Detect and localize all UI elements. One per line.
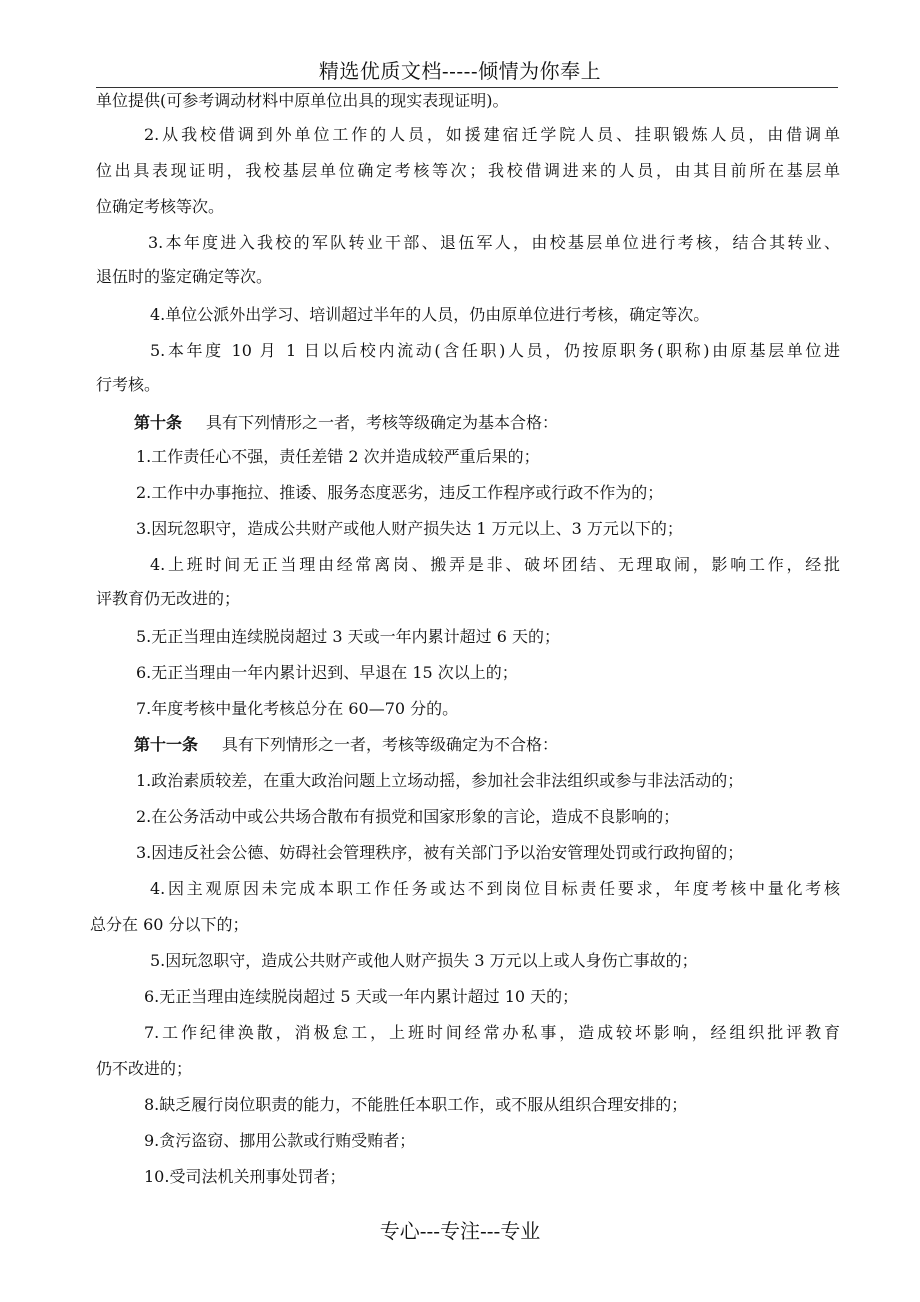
list-item: 7.年度考核中量化考核总分在 60—70 分的。: [136, 699, 459, 718]
list-item-continuation: 总分在 60 分以下的；: [90, 915, 249, 934]
list-item: 5.因玩忽职守，造成公共财产或他人财产损失 3 万元以上或人身伤亡事故的；: [150, 951, 698, 970]
list-item-continuation: 评教育仍无改进的；: [96, 589, 241, 608]
list-item: 2.工作中办事拖拉、推诿、服务态度恶劣，违反工作程序或行政不作为的；: [136, 483, 664, 502]
list-item: 4.上班时间无正当理由经常离岗、搬弄是非、破坏团结、无理取闹，影响工作，经批: [150, 555, 840, 574]
paragraph-line: 退伍时的鉴定确定等次。: [96, 267, 273, 286]
list-item: 3.因违反社会公德、妨碍社会管理秩序，被有关部门予以治安管理处罚或行政拘留的；: [136, 843, 744, 862]
list-item-continuation: 仍不改进的；: [96, 1059, 193, 1078]
article-10-title: 第十条: [134, 413, 183, 432]
list-item: 2.在公务活动中或公共场合散布有损党和国家形象的言论，造成不良影响的；: [136, 807, 680, 826]
article-11-heading: [134, 730, 840, 760]
article-10-heading: [134, 408, 840, 438]
paragraph-line: 单位提供(可参考调动材料中原单位出具的现实表现证明)。: [96, 91, 509, 110]
list-item: 8.缺乏履行岗位职责的能力，不能胜任本职工作，或不服从组织合理安排的；: [144, 1095, 688, 1114]
paragraph-line: 位确定考核等次。: [96, 197, 225, 216]
list-item: 9.贪污盗窃、挪用公款或行贿受贿者；: [144, 1131, 416, 1150]
article-10-text: 具有下列情形之一者，考核等级确定为基本合格：: [206, 413, 559, 432]
list-item: 4.因主观原因未完成本职工作任务或达不到岗位目标责任要求，年度考核中量化考核: [150, 879, 840, 898]
article-11-text: 具有下列情形之一者，考核等级确定为不合格：: [222, 735, 559, 754]
list-item: 1.政治素质较差，在重大政治问题上立场动摇，参加社会非法组织或参与非法活动的；: [136, 771, 744, 790]
paragraph-line: 3.本年度进入我校的军队转业干部、退伍军人，由校基层单位进行考核，结合其转业、: [148, 233, 840, 252]
list-item: 5.无正当理由连续脱岗超过 3 天或一年内累计超过 6 天的；: [136, 627, 560, 646]
list-item: 7.工作纪律涣散，消极怠工，上班时间经常办私事，造成较坏影响，经组织批评教育: [144, 1023, 840, 1042]
list-item: 3.因玩忽职守，造成公共财产或他人财产损失达 1 万元以上、3 万元以下的；: [136, 519, 683, 538]
paragraph-line: 5.本年度 10 月 1 日以后校内流动(含任职)人员，仍按原职务(职称)由原基层单位进: [150, 341, 840, 360]
paragraph-line: 行考核。: [96, 375, 161, 394]
list-item: 6.无正当理由连续脱岗超过 5 天或一年内累计超过 10 天的；: [144, 987, 579, 1006]
paragraph-line: 4.单位公派外出学习、培训超过半年的人员，仍由原单位进行考核，确定等次。: [150, 305, 710, 324]
list-item: 6.无正当理由一年内累计迟到、早退在 15 次以上的；: [136, 663, 518, 682]
paragraph-line: 2.从我校借调到外单位工作的人员，如援建宿迁学院人员、挂职锻炼人员，由借调单: [144, 125, 840, 144]
list-item: 1.工作责任心不强，责任差错 2 次并造成较严重后果的；: [136, 447, 540, 466]
article-11-title: 第十一条: [134, 735, 199, 754]
paragraph-line: 位出具表现证明，我校基层单位确定考核等次；我校借调进来的人员，由其目前所在基层单: [96, 161, 840, 180]
page-footer: 专心---专注---专业: [379, 1219, 541, 1243]
page-header: 精选优质文档-----倾情为你奉上: [318, 59, 602, 83]
list-item: 10.受司法机关刑事处罚者；: [144, 1167, 346, 1186]
